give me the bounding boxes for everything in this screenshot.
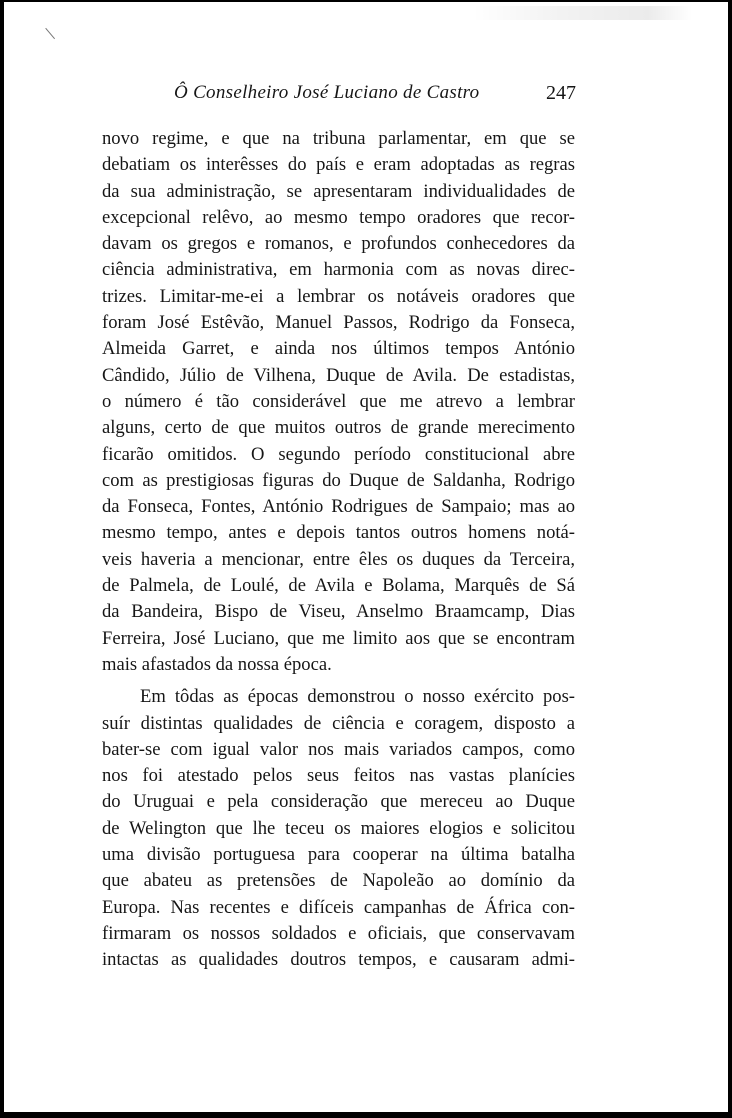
page-number: 247 — [546, 82, 576, 104]
body-text — [102, 126, 575, 974]
scan-shadow — [472, 6, 692, 20]
text-line: do Uruguai e pela consideração que mereceu ao Duque — [102, 791, 575, 813]
text-line: ficarão omitidos. O segundo período constitucional abre — [102, 443, 575, 465]
text-line: Em tôdas as épocas demonstrou o nosso exército pos- — [140, 686, 575, 708]
text-line: da Bandeira, Bispo de Viseu, Anselmo Braamcamp, Dias — [102, 601, 575, 623]
text-line: ciência administrativa, em harmonia com as novas direc- — [102, 259, 575, 281]
text-line: de Welington que lhe teceu os maiores elogios e solicitou — [102, 817, 575, 839]
text-line: intactas as qualidades doutros tempos, e causaram admi- — [102, 949, 575, 971]
running-title: Ô Conselheiro José Luciano de Castro — [174, 82, 480, 103]
text-line: foram José Estêvão, Manuel Passos, Rodrigo da Fonseca, — [102, 312, 575, 334]
text-line: mais afastados da nossa época. — [102, 653, 332, 675]
text-line: mesmo tempo, antes e depois tantos outros homens notá- — [102, 522, 575, 544]
text-line: veis haveria a mencionar, entre êles os duques da Terceira, — [102, 548, 575, 570]
text-line: da Fonseca, Fontes, António Rodrigues de Sampaio; mas ao — [102, 496, 575, 518]
text-line: Europa. Nas recentes e difíceis campanhas de África con- — [102, 896, 575, 918]
text-line: o número é tão considerável que me atrevo a lembrar — [102, 390, 575, 412]
text-line: Cândido, Júlio de Vilhena, Duque de Avila. De estadistas, — [102, 364, 575, 386]
text-line: firmaram os nossos soldados e oficiais, que conservavam — [102, 922, 575, 944]
text-line: bater-se com igual valor nos mais variados campos, como — [102, 738, 575, 760]
text-line: uma divisão portuguesa para cooperar na última batalha — [102, 844, 575, 866]
paragraph-1 — [102, 126, 575, 678]
paragraph-2 — [102, 684, 575, 973]
text-line: que abateu as pretensões de Napoleão ao domínio da — [102, 870, 575, 892]
text-line: davam os gregos e romanos, e profundos conhecedores da — [102, 233, 575, 255]
text-line: nos foi atestado pelos seus feitos nas vastas planícies — [102, 765, 575, 787]
text-line: Ferreira, José Luciano, que me limito aos que se encontram — [102, 627, 575, 649]
text-line: excepcional relêvo, ao mesmo tempo oradores que recor- — [102, 206, 575, 228]
text-line: suír distintas qualidades de ciência e coragem, disposto a — [102, 712, 575, 734]
text-line: Almeida Garret, e ainda nos últimos tempos António — [102, 338, 575, 360]
text-line: debatiam os interêsses do país e eram adoptadas as regras — [102, 154, 575, 176]
text-line: trizes. Limitar-me-ei a lembrar os notáveis oradores que — [102, 285, 575, 307]
text-line: com as prestigiosas figuras do Duque de Saldanha, Rodrigo — [102, 469, 575, 491]
text-line: novo regime, e que na tribuna parlamentar, em que se — [102, 128, 575, 149]
text-line: alguns, certo de que muitos outros de grande merecimento — [102, 417, 575, 439]
text-line: da sua administração, se apresentaram individualidades de — [102, 180, 575, 202]
text-line: de Palmela, de Loulé, de Avila e Bolama, Marquês de Sá — [102, 575, 575, 597]
running-header — [100, 82, 576, 112]
